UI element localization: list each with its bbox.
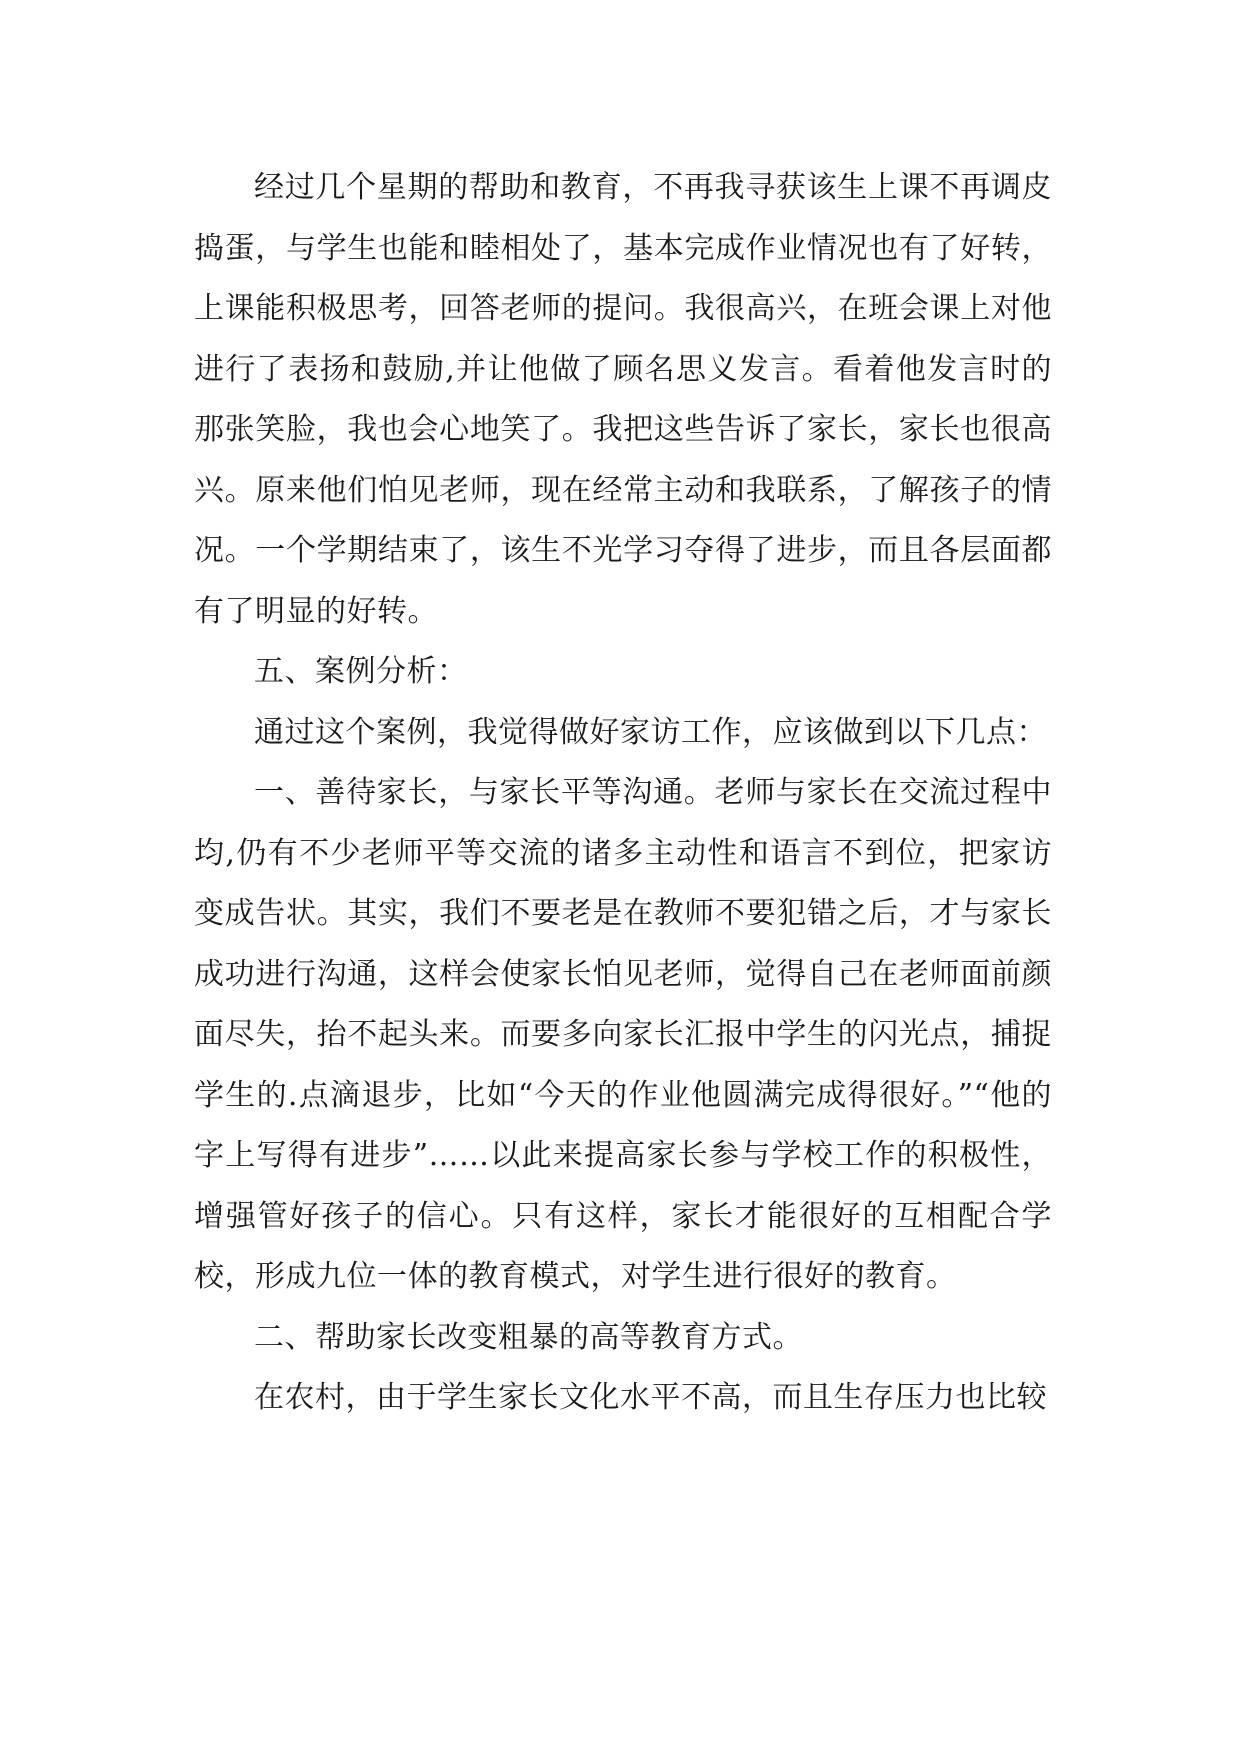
- paragraph-progress: 经过几个星期的帮助和教育，不再我寻获该生上课不再调皮捣蛋，与学生也能和睦相处了，基本完成作业情况也有了好转，上课能积极思考，回答老师的提问。我很高兴，在班会课上对他进行了表扬和鼓励,并让他做了顾名思义发言。看着他发言时的那张笑脸，我也会心地笑了。我把这些告诉了家长，家长也很高兴。原来他们怕见老师，现在经常主动和我联系，了解孩子的情况。一个学期结束了，该生不光学习夺得了进步，而且各层面都有了明显的好转。: [194, 170, 1052, 629]
- paragraph-point-two-heading: 二、帮助家长改变粗暴的高等教育方式。: [254, 1319, 803, 1355]
- paragraph-rural: 在农村，由于学生家长文化水平不高，而且生存压力也比较: [254, 1380, 1047, 1415]
- document-body: [194, 158, 1052, 1429]
- paragraph-intro: 通过这个案例，我觉得做好家访工作，应该做到以下几点：: [254, 714, 1047, 750]
- paragraph-point-one: 一、善待家长，与家长平等沟通。老师与家长在交流过程中均,仍有不少老师平等交流的诸多主动性和语言不到位，把家访变成告状。其实，我们不要老是在教师不要犯错之后，才与家长成功进行沟通，这样会使家长怕见老师，觉得自己在老师面前颜面尽失，抬不起头来。而要多向家长汇报中学生的闪光点，捕捉学生的.点滴退步，比如“今天的作业他圆满完成得很好。”“他的字上写得有进步”……以此来提高家长参与学校工作的积极性，增强管好孩子的信心。只有这样，家长才能很好的互相配合学校，形成九位一体的教育模式，对学生进行很好的教育。: [194, 775, 1052, 1294]
- section-heading-case-analysis: 五、案例分析：: [254, 654, 468, 689]
